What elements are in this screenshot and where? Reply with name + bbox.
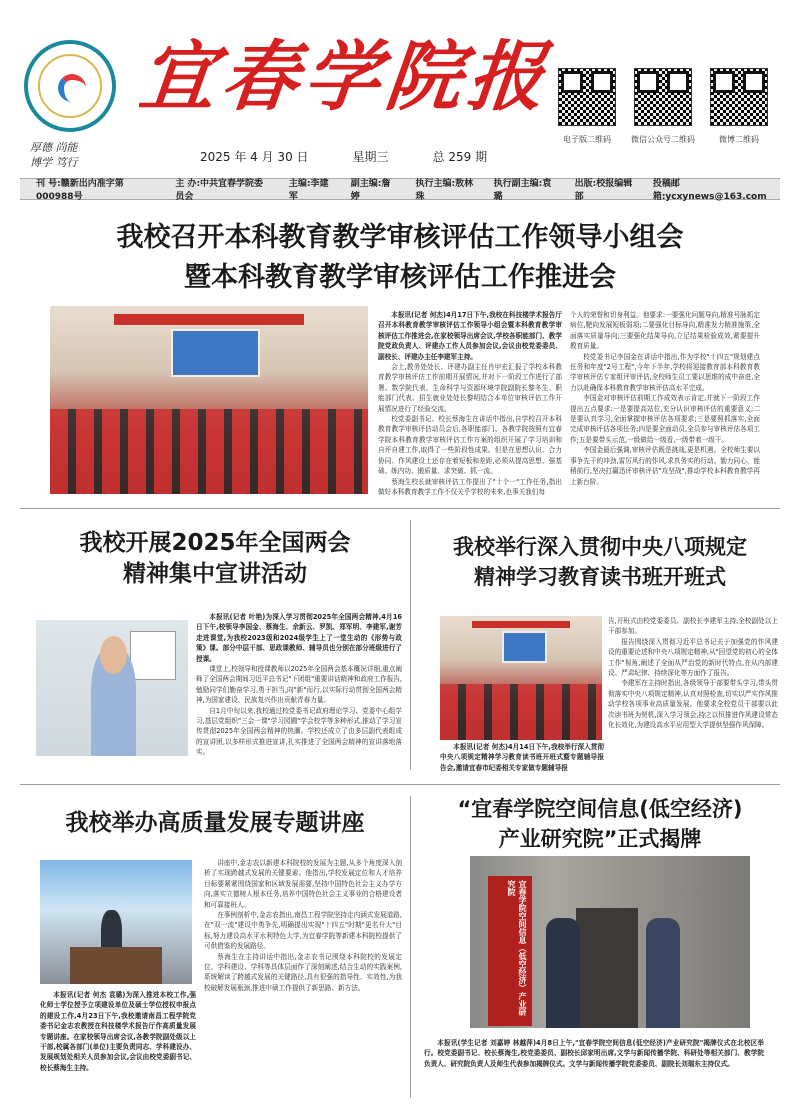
article1-column-2 [570, 310, 760, 496]
photo-audience [50, 409, 368, 494]
article3-caption [440, 742, 604, 774]
photo-audience [440, 684, 602, 740]
headline-line: 我校开展2025年全国两会 [79, 530, 351, 556]
column-divider [410, 796, 411, 1098]
issue-date: 2025 年 4 月 30 日 [200, 150, 309, 164]
article-paragraph: 蔡海生在主持讲话中指出,金志农书记围绕本科院校的发展定位、学科建设、学科等具体层面作了深刻阐述,结合生动的实践案例,系统解读了跨越式发展的关键路径,具有很强的指导性、实效性,为我校破解发展瓶颈,推进申硕工作提供了新思路、新方法。 [204, 952, 402, 992]
unveiling-photo [470, 856, 750, 1028]
newspaper-title: 宜春学院报 [135, 32, 555, 121]
article-paragraph: 本报讯(记者 叶艳)为深入学习贯彻2025年全国两会精神,4月16日下午,校领导李国金、蔡海生、余新云、罗凯、郑军明、李建军,谢芳走进课堂,为我校2023级和2024级学生上了一堂生动的《形势与政策》课。部分中层干部、思政课教师、辅导员也分别在部分班级进行了授课。 [196, 613, 402, 663]
section-divider [20, 508, 780, 509]
article4-headline[interactable]: 我校举办高质量发展专题讲座 [65, 810, 365, 836]
publication-info-bar [20, 178, 780, 200]
info-item: 执行副主编:袁 璐 [493, 179, 552, 202]
article4-body [204, 858, 402, 1102]
info-item: 主编:李建军 [288, 179, 329, 202]
photo-caption: 本报讯(记者 何杰 袁璐)为深入推进本校工作,强化师士学位授予立项建设单位及硕士学位授权申报点的建设工作,4月23日下午,我校邀请南昌工程学院党委书记金志农教授在科技楼学术报告厅作高质量发展专题讲座。在家校领导出席会议,各教学院副处级以上干部,校属各部门(单位)主要负责同志、学科建设办、发展规划处相关人员参加会议,会议由校党委副书记、校长蔡海生主持。 [40, 991, 196, 1072]
article-paragraph: 自1月中旬以来,我校通过校党委书记政府理论学习、党委中心组学习,基层党组织"三会一课"学习园圃"学会校学等多种形式,推动了学习宣传贯彻2025年全国两会精神的热潮。学校还成立了由多层副代表组成的宣讲团,以多样形式推进宣讲,扎实推进了全国两会精神的宣讲落地落实。 [196, 706, 402, 757]
article-paragraph: 课堂上,校领导和授课教师以2025年全国两会基本概况详细,重点阐释了全国两会期间习近平总书记"下团组"重要讲话精神和政府工作报告,勉励同学们勤奋学习,勇于担当,向"新"而行,以实际行动贯彻全国两会精神,为国家建设、民族复兴作出贡献青春力量。 [196, 665, 402, 705]
headline-line: 精神集中宣讲活动 [123, 561, 307, 587]
headline-line: 产业研究院”正式揭牌 [498, 827, 702, 851]
photo-door [576, 908, 638, 1028]
qr-code-icon[interactable] [558, 68, 616, 126]
logo-emblem [38, 54, 102, 118]
school-motto [30, 140, 110, 170]
article-paragraph: 本报讯(记者 何杰)4月17日下午,我校在科技楼学术报告厅召开本科教育教学审核评估工作领导小组会暨本科教育教学审核评估工作推进会,在家校领导出席会议,学校各职能部门、教学院党政负责人、评建办工作人员参加会议,会议由校党委委员、副校长、评建办主任李建军主持。 [378, 311, 562, 361]
photo-caption: 本报讯(记者 何杰)4月14日下午,我校举行深入贯彻中央八项规定精神学习教育读书班开班式暨专题辅导报告会,邀请宜春市纪委相关专家做专题辅导报 [440, 743, 604, 772]
logo-swoosh-icon [58, 74, 86, 102]
article-paragraph: 会上,教务处处长、评建办副主任肖甲宏汇报了学校本科教育教学审核评估工作前期开展情况,并对下一阶段工作进行了部署。数学院代表、生命科学与资源环境学院副院长黎冬生、职能部门代表、招生就业处处长黎明结合本单位审核评估工作开展情况进行了经验交流。 [378, 363, 562, 413]
article3-body [608, 616, 778, 774]
headline-line: 我校举行深入贯彻中央八项规定 [453, 535, 747, 559]
article1-headline[interactable] [20, 218, 780, 298]
column-divider [410, 520, 411, 770]
article-paragraph: 在事例剖析中,金志农指出,南昌工程学院坚持走内涵式发展道路,在"双一流"建设中勇争先,明确提出实现"十四五"时期"更名升大"目标,努力建设高水平水利特色大学,为宜春学院等新建本科院校提供了可供借鉴的发展路径。 [204, 911, 402, 951]
info-item: 出版:校报编辑部 [574, 179, 633, 202]
info-item: 执行主编:敖林珠 [415, 179, 474, 202]
masthead [0, 0, 800, 178]
qr-code-icon[interactable] [634, 68, 692, 126]
article-paragraph: 李国金最后强调,审核评估既是挑战,更是机遇。全校师生要以事争先干的冲劲,雷厉风行的作风,求真务实的行动、勠力同心、能稍前行,坚决打赢迅评审核评估"攻坚战",推动学校本科教育教学再上新台阶。 [570, 446, 760, 486]
info-item: 主 办:中共宜春学院委员会 [175, 179, 264, 202]
article-paragraph: 校党委书记李国金在讲话中指出,作为学校"十四五"规划建点任务和年度"2号工程",今年下半年,学校将迎接教育部本科教育教学审核评估专家组评审评估,全校师生员工要以思维的成中奋进,全力以赴确保本科教育教学审核评估高水平完成。 [570, 352, 760, 392]
photo-screen [502, 631, 547, 663]
article-paragraph: 讲座中,金志农以新建本科院校的发展为主题,从多个角度深入剖析了实现跨越式发展的关键要素。他指出,学校发展定位和人才培养目标要紧紧围绕国家和区域发展需要,坚持中国特色社会主义办学方向,落实立德树人根本任务,培养中国特色社会主义事业的合格建设者和可靠接班人。 [204, 859, 402, 909]
photo-desk [70, 947, 161, 984]
qr-label: 微信公众号二维码 [631, 135, 695, 144]
article-paragraph: 蔡海生校长就审核评估工作提出了"十个一"工作任务,指出做好本科教育教学工作不仅关乎学校的未来,也事关我们每 [378, 477, 562, 496]
motto-line-1: 厚德 尚能 [30, 141, 78, 154]
article-paragraph: 个人的荣誉和切身利益。他要求:一要强化问题导向,精准号脉抓定病位,靶向发展短板弱项;二要强化目标导向,精准发力精准施策,全面落实质量导向;三要强化结果导向,立足结果检验成效,紧要提升教育质量。 [570, 311, 760, 351]
photo-banner [472, 621, 569, 628]
article-paragraph: 报告围绕深入贯彻习近平总书记关于加强党的作风建设的重要论述和中央八项规定精神,从"回望党的初心的全体工作"视角,阐述了全面从严治党的新时代特点,在从内部建设、严肃纪律、持续深化等方面作了报告。 [608, 637, 778, 678]
article1-column-1 [378, 310, 562, 496]
article5-headline[interactable] [420, 794, 780, 854]
issue-number: 总 259 期 [432, 150, 488, 164]
section-divider [20, 784, 780, 785]
article-paragraph: 校党委副书记、校长蔡海生在讲话中指出,自学校召开本科教育教学审核评估动员会后,各职能部门、各教学院按照有宜春学院本科教育教学审核评估工作方案的组织开展了学习培训和自评自建工作,取得了一些阶段性成果。但是在思想认识、合力协同、作风建设上还存在着短板和差距,必须从提高思想、强基础、练内功、锻质量、求突破、抓一流。 [378, 415, 562, 476]
info-item[interactable]: 投稿邮箱:ycxynews@163.com [652, 179, 767, 202]
article3-headline[interactable] [420, 532, 780, 592]
meeting-photo [50, 306, 368, 494]
info-item: 刊 号:赣新出内准字第000988号 [36, 179, 124, 202]
headline-line: 精神学习教育读书班开班式 [474, 565, 726, 589]
qr-label: 电子版二维码 [563, 135, 611, 144]
photo-caption: 本报讯(学生记者 刘嘉婷 林越萍)4月8日上午,"宜春学院空间信息(低空经济)产业研究院"揭牌仪式在北校区举行。校党委副书记、校长蔡海生,校党委委员、副校长邱家明出席,文学与新闻传播学院、科研处等相关部门、教学院负责人、研究院负责人及师生代表参加揭牌仪式。文学与新闻传播学院党委委员、副院长刘瑞东主持仪式。 [424, 1039, 764, 1068]
issue-weekday: 星期三 [352, 150, 389, 164]
article2-body [196, 612, 402, 764]
article-paragraph: 李国金对审核评估前期工作成效表示肯定,并就下一阶段工作提出五点要求:一是要提高站位,充分认识审核评估的重要意义;二是要认真学习,全面掌握审核评估各项要求;三是要照抓落实,全面完成审核评估各项任务;四是要全面动员,全员参与审核评估各项工作;五是要带头示范,一级做给一级看,一级带着一级干。 [570, 394, 760, 444]
headline-line: 我校召开本科教育教学审核评估工作领导小组会 [116, 222, 684, 253]
article2-headline[interactable] [30, 528, 400, 590]
article-paragraph: 李建军在主持时指出,各级领导干部要带头学习,带头贯彻落实中央八项规定精神,认真对照检查,切实以严实作风推动学校各项事业高质量发展。他要求全校党员干部要以此次读书班为契机,深入学习领会,持之以恒推进作风建设常态化长效化,为建设高水平应用型大学提供坚强作风保障。 [608, 679, 778, 730]
seminar-photo [440, 616, 602, 740]
photo-board [130, 631, 176, 680]
photo-person [646, 918, 680, 1028]
university-logo [24, 40, 116, 132]
info-item: 副主编:詹 婷 [350, 179, 391, 202]
institute-plaque: 宜春学院空间信息（低空经济）产业研究院 [488, 876, 532, 1026]
photo-banner [114, 314, 305, 325]
speaker-portrait-photo [36, 620, 188, 756]
headline-line: “宜春学院空间信息(低空经济) [457, 797, 743, 821]
issue-line [200, 148, 487, 165]
article4-caption [40, 990, 196, 1102]
article-paragraph: 告,开班式由校党委委员、副校长李建军主持,全校副处以上干部参加。 [608, 617, 778, 636]
photo-screen [171, 329, 260, 378]
motto-line-2: 博学 笃行 [30, 156, 78, 169]
headline-line: 暨本科教育教学审核评估工作推进会 [184, 262, 616, 293]
lecture-photo [40, 860, 192, 984]
article5-caption [424, 1038, 764, 1102]
qr-label: 微博二维码 [719, 135, 759, 144]
qr-code-icon[interactable] [710, 68, 768, 126]
photo-person [546, 918, 580, 1028]
